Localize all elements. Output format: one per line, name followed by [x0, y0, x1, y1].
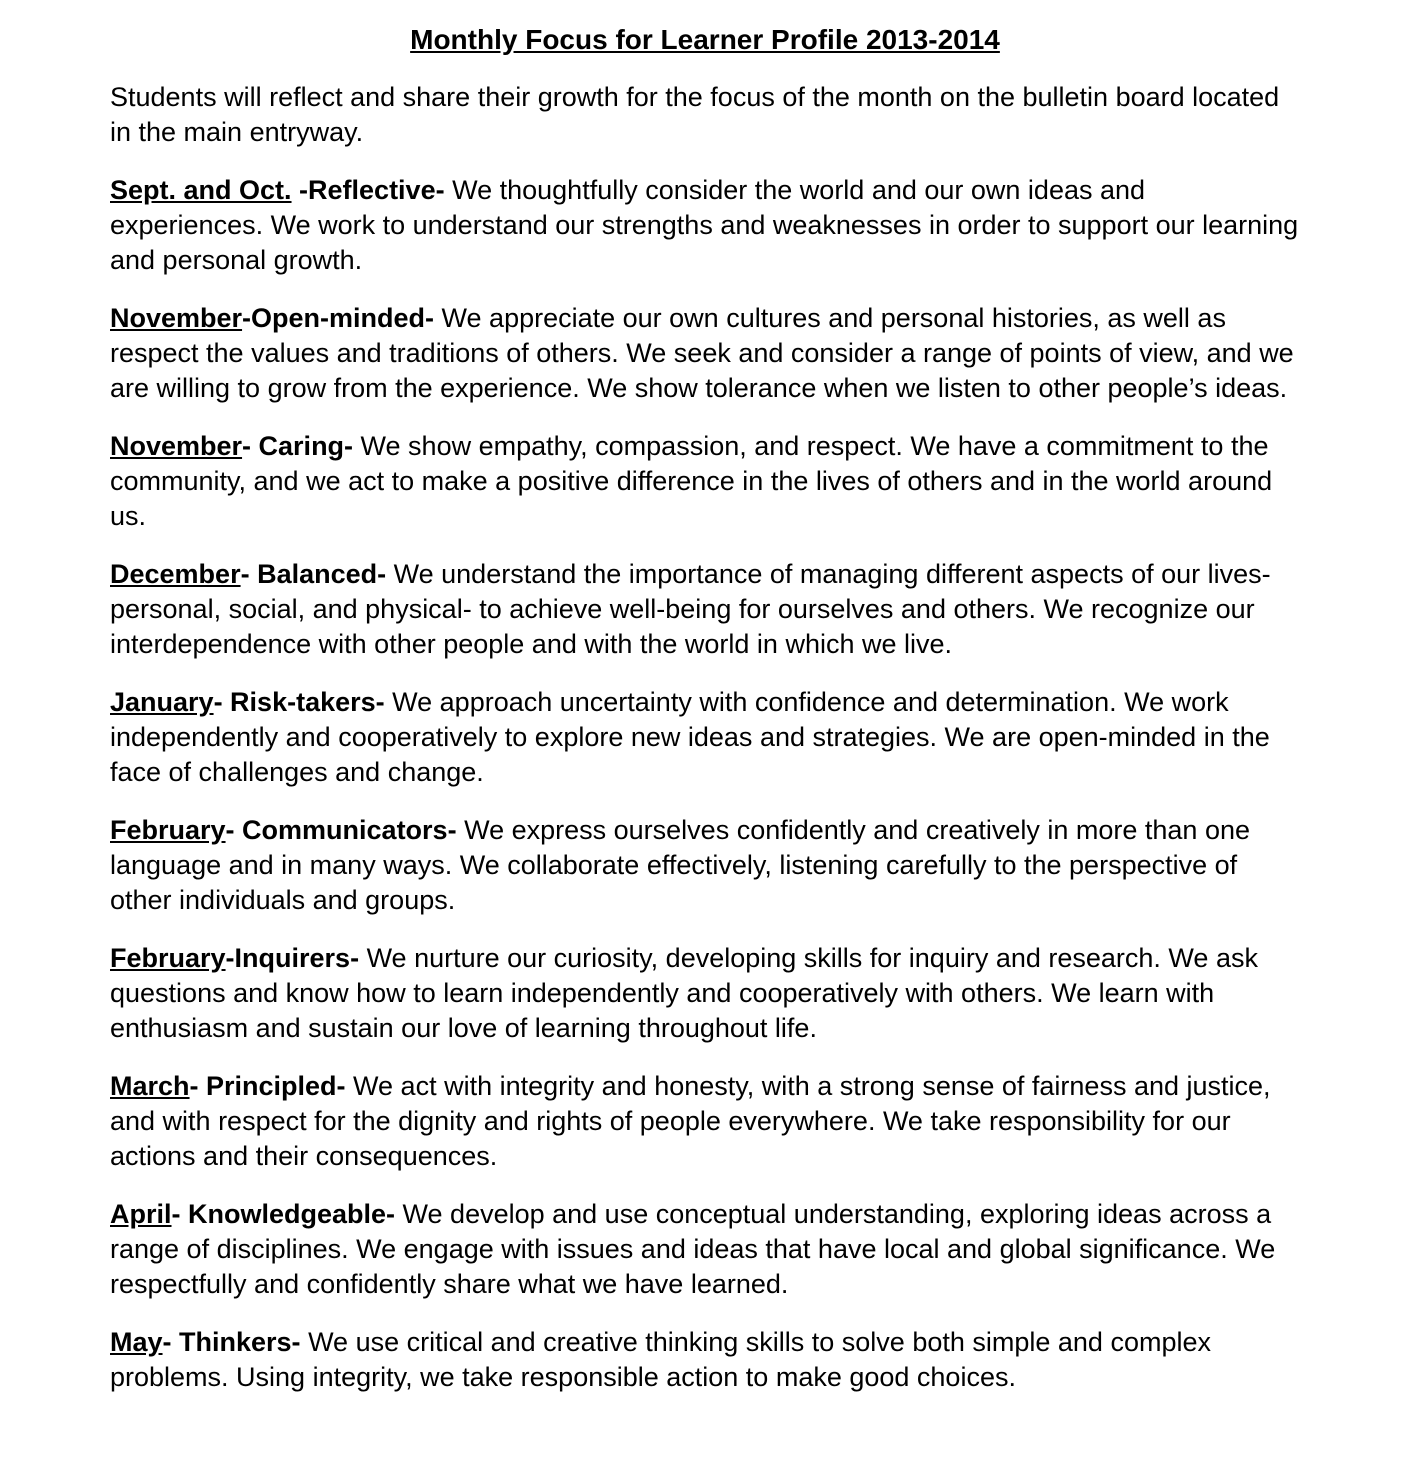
entry-body: We understand the importance of managing different aspects of our lives- personal, social, and physical- to achieve well-being for ourselves and others. We recognize our interdependence with other people and with the world in which we live. [110, 559, 1271, 659]
entry-trait: - Caring- [242, 431, 354, 461]
entry-body: We express ourselves confidently and creatively in more than one language and in many ways. We collaborate effectively, listening carefully to the perspective of other individuals and groups. [110, 815, 1250, 915]
focus-entry [110, 173, 1300, 278]
entry-month: February [110, 943, 226, 973]
page-title: Monthly Focus for Learner Profile 2013-2014 [410, 24, 1000, 55]
entry-trait: - Knowledgeable- [171, 1199, 396, 1229]
entry-month: Sept. and Oct. [110, 175, 292, 205]
focus-entry [110, 813, 1300, 918]
entry-body: We appreciate our own cultures and personal histories, as well as respect the values and traditions of others. We seek and consider a range of points of view, and we are willing to grow from the experience. We show tolerance when we listen to other people’s ideas. [110, 303, 1294, 403]
entry-month: December [110, 559, 241, 589]
entry-trait: -Inquirers- [225, 943, 360, 973]
focus-entry [110, 1069, 1300, 1174]
entry-body: We use critical and creative thinking skills to solve both simple and complex problems. Using integrity, we take responsible action to make good choices. [110, 1327, 1211, 1392]
entry-body: We nurture our curiosity, developing skills for inquiry and research. We ask questions and know how to learn independently and cooperatively with others. We learn with enthusiasm and sustain our love of learning throughout life. [110, 943, 1258, 1043]
entry-trait: - Risk-takers- [213, 687, 385, 717]
entry-trait: - Thinkers- [162, 1327, 301, 1357]
intro-paragraph: Students will reflect and share their growth for the focus of the month on the bulletin board located in the main entryway. [110, 82, 1280, 147]
entry-trait: - Communicators- [225, 815, 457, 845]
entry-month: May [110, 1327, 163, 1357]
entry-trait: -Reflective- [291, 175, 445, 205]
entry-month: November [110, 303, 243, 333]
focus-entry [110, 1197, 1300, 1302]
focus-entry [110, 1325, 1300, 1395]
entry-body: We develop and use conceptual understanding, exploring ideas across a range of disciplines. We engage with issues and ideas that have local and global significance. We respectfully and confidently share what we have learned. [110, 1199, 1276, 1299]
focus-entry [110, 557, 1300, 662]
entries-list [110, 173, 1300, 1395]
entry-month: November [110, 431, 243, 461]
entry-body: We show empathy, compassion, and respect. We have a commitment to the community, and we act to make a positive difference in the lives of others and in the world around us. [110, 431, 1273, 531]
entry-body: We thoughtfully consider the world and our own ideas and experiences. We work to understand our strengths and weaknesses in order to support our learning and personal growth. [110, 175, 1299, 275]
entry-trait: - Balanced- [240, 559, 387, 589]
focus-entry [110, 941, 1300, 1046]
entry-month: March [110, 1071, 190, 1101]
entry-trait: - Principled- [189, 1071, 346, 1101]
entry-body: We act with integrity and honesty, with a strong sense of fairness and justice, and with respect for the dignity and rights of people everywhere. We take responsibility for our actions and their consequences. [110, 1071, 1271, 1171]
focus-entry [110, 301, 1300, 406]
entry-body: We approach uncertainty with confidence and determination. We work independently and cooperatively to explore new ideas and strategies. We are open-minded in the face of challenges and change. [110, 687, 1270, 787]
entry-month: April [110, 1199, 172, 1229]
focus-entry [110, 685, 1300, 790]
focus-entry [110, 429, 1300, 534]
entry-month: January [110, 687, 214, 717]
entry-trait: -Open-minded- [242, 303, 435, 333]
entry-month: February [110, 815, 226, 845]
